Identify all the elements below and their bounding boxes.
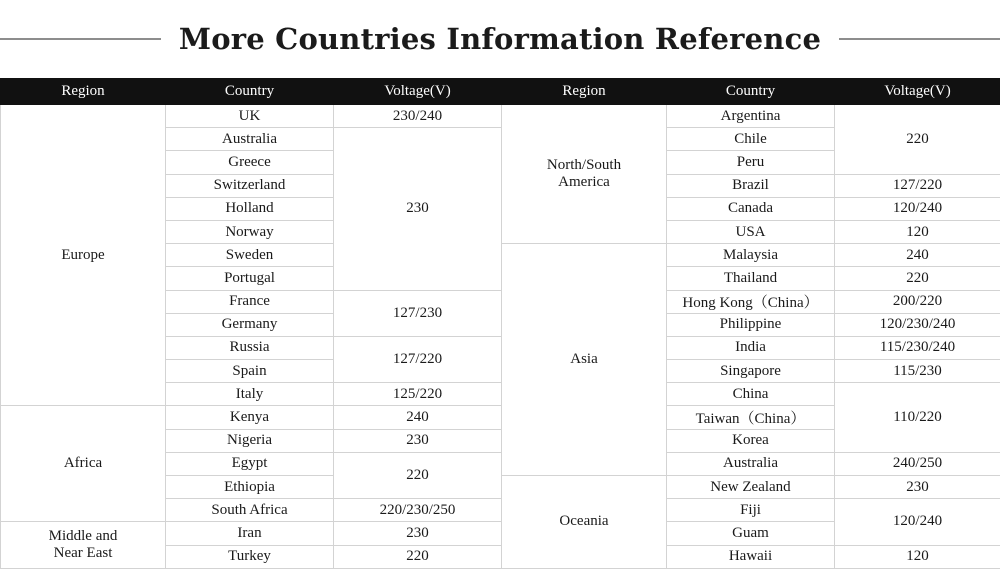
country-cell-right: China [667,383,835,406]
country-cell-right: Hawaii [667,545,835,568]
voltage-cell-left: 127/230 [334,290,502,336]
table-header-row [1,79,1000,105]
country-cell-right: Canada [667,197,835,220]
country-cell-right: Chile [667,128,835,151]
title-rule-left [0,38,161,40]
voltage-cell-left: 230 [334,429,502,452]
country-cell-right: Fiji [667,499,835,522]
country-cell-left: Greece [166,151,334,174]
voltage-cell-left: 125/220 [334,383,502,406]
voltage-cell-right: 120/230/240 [835,313,1000,336]
voltage-cell-left: 220/230/250 [334,499,502,522]
header-country-left: Country [166,79,334,105]
voltage-cell-left: 230/240 [334,105,502,128]
country-cell-right: Brazil [667,174,835,197]
voltage-cell-right: 120 [835,545,1000,568]
voltage-cell-right: 120/240 [835,499,1000,545]
country-cell-right: Hong Kong（China） [667,290,835,313]
header-voltage-right: Voltage(V) [835,79,1000,105]
country-cell-left: Spain [166,360,334,383]
voltage-cell-right: 220 [835,105,1000,175]
region-cell-right: North/South America [502,105,667,244]
voltage-cell-left: 230 [334,128,502,290]
country-cell-left: UK [166,105,334,128]
region-cell-left: Europe [1,105,166,406]
voltage-cell-right: 115/230 [835,360,1000,383]
voltage-cell-right: 220 [835,267,1000,290]
country-cell-left: Australia [166,128,334,151]
country-cell-left: Germany [166,313,334,336]
voltage-cell-right: 120/240 [835,197,1000,220]
country-cell-right: Thailand [667,267,835,290]
country-cell-right: Argentina [667,105,835,128]
country-cell-right: Australia [667,452,835,475]
country-cell-left: Sweden [166,244,334,267]
page-title-text: More Countries Information Reference [178,22,822,56]
country-cell-left: South Africa [166,499,334,522]
country-cell-right: Taiwan（China） [667,406,835,429]
country-cell-right: Guam [667,522,835,545]
voltage-cell-right: 240/250 [835,452,1000,475]
voltage-cell-left: 230 [334,522,502,545]
table-body [1,105,1000,569]
country-cell-right: Singapore [667,360,835,383]
region-cell-left: Middle and Near East [1,522,166,568]
country-cell-left: Portugal [166,267,334,290]
country-cell-right: Malaysia [667,244,835,267]
voltage-cell-right: 110/220 [835,383,1000,453]
voltage-cell-right: 200/220 [835,290,1000,313]
region-cell-left: Africa [1,406,166,522]
voltage-reference-table [0,78,1000,569]
country-cell-left: Switzerland [166,174,334,197]
country-cell-left: Holland [166,197,334,220]
header-voltage-left: Voltage(V) [334,79,502,105]
voltage-cell-right: 127/220 [835,174,1000,197]
country-cell-right: USA [667,220,835,243]
voltage-cell-right: 120 [835,220,1000,243]
table-row [1,105,1000,128]
country-cell-left: Iran [166,522,334,545]
country-cell-left: Norway [166,220,334,243]
header-region-left: Region [1,79,166,105]
voltage-cell-left: 127/220 [334,336,502,382]
country-cell-left: Nigeria [166,429,334,452]
country-cell-left: Egypt [166,452,334,475]
region-cell-right: Oceania [502,476,667,569]
region-cell-right: Asia [502,244,667,476]
voltage-cell-right: 115/230/240 [835,336,1000,359]
country-cell-right: Korea [667,429,835,452]
voltage-cell-right: 240 [835,244,1000,267]
country-cell-left: Kenya [166,406,334,429]
page-title [0,0,1000,78]
country-cell-right: Philippine [667,313,835,336]
country-cell-left: Italy [166,383,334,406]
country-cell-right: India [667,336,835,359]
voltage-cell-left: 240 [334,406,502,429]
country-cell-left: Ethiopia [166,476,334,499]
country-cell-left: Turkey [166,545,334,568]
country-cell-left: France [166,290,334,313]
country-cell-left: Russia [166,336,334,359]
country-cell-right: New Zealand [667,476,835,499]
title-rule-right [839,38,1000,40]
voltage-cell-right: 230 [835,476,1000,499]
header-country-right: Country [667,79,835,105]
voltage-cell-left: 220 [334,545,502,568]
voltage-cell-left: 220 [334,452,502,498]
header-region-right: Region [502,79,667,105]
country-cell-right: Peru [667,151,835,174]
